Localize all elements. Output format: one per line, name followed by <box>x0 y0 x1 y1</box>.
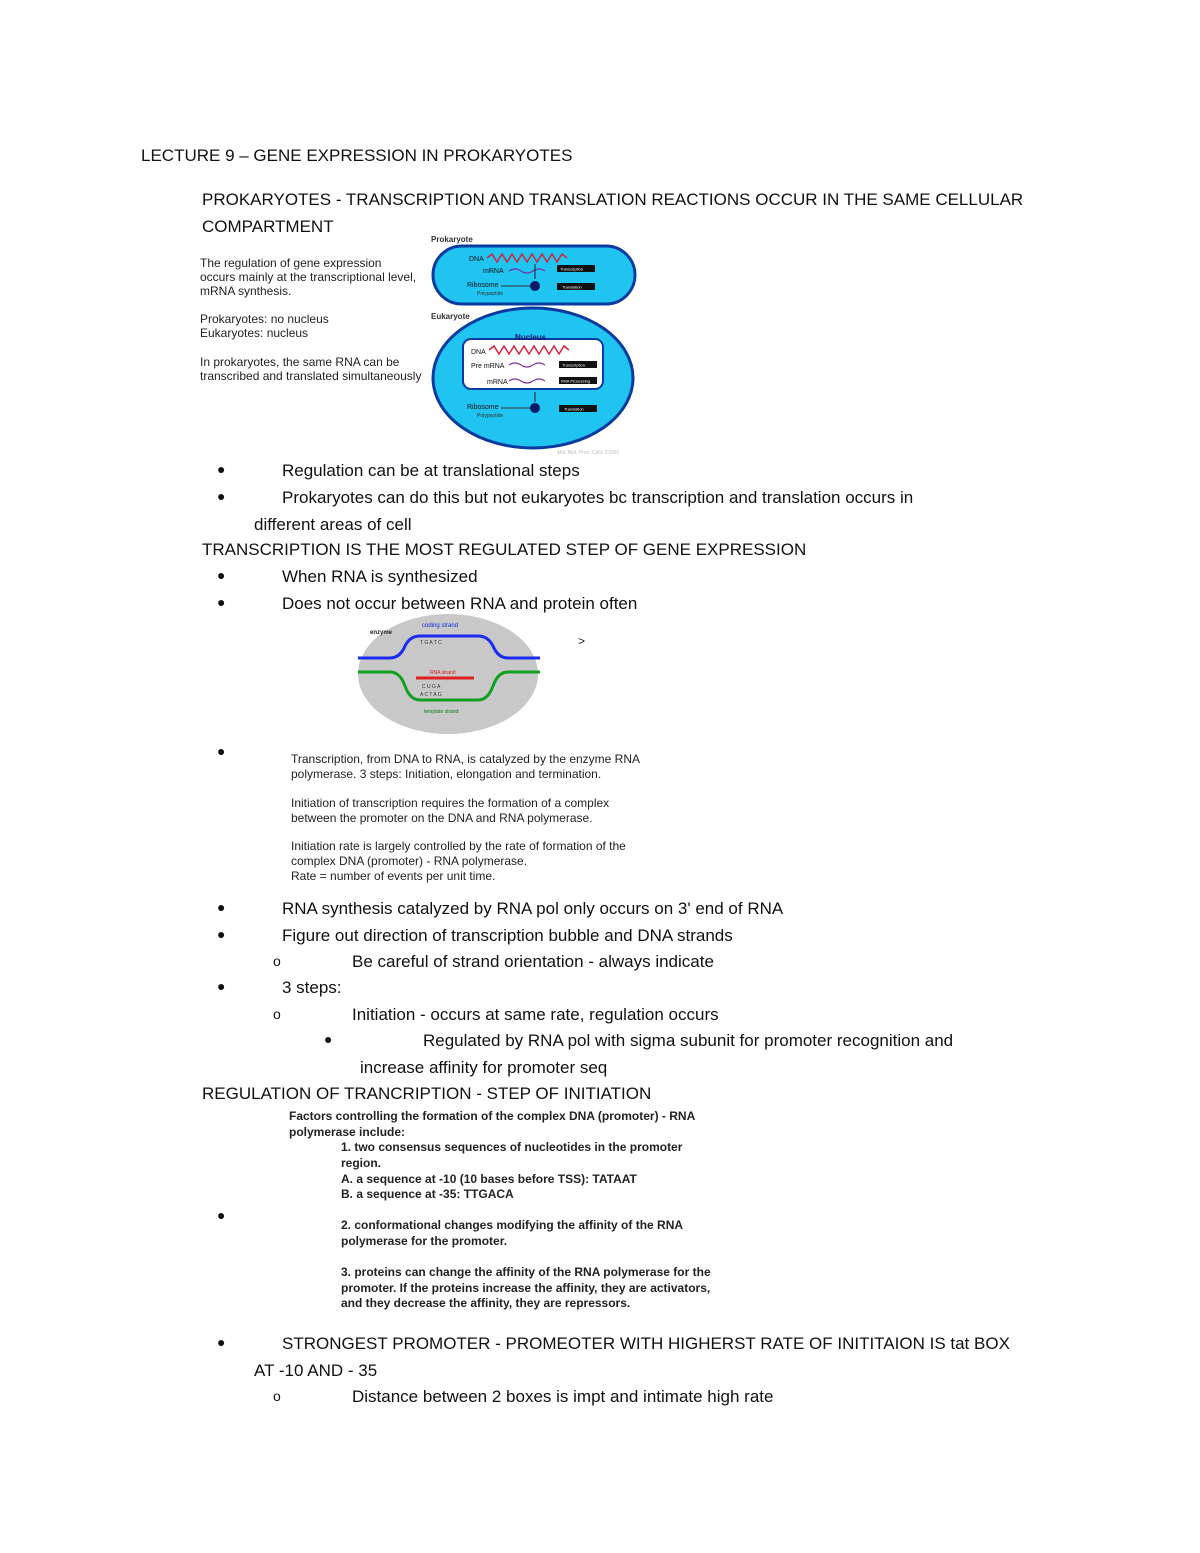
bullet-marker: ● <box>217 978 226 994</box>
bullet-figure-out: Figure out direction of transcription bubble and DNA strands <box>282 926 733 945</box>
figure3-line6: complex DNA (promoter) - RNA polymerase. <box>291 854 528 868</box>
prok-polypeptide-label: Polypeptide <box>477 291 504 297</box>
prok-translation-label: Translation <box>562 284 582 290</box>
euk-polypeptide-label: Polypeptide <box>477 413 504 419</box>
bullet-strongest-promoter: STRONGEST PROMOTER - PROMEOTER WITH HIGHERST RATE OF INITITAION IS tat BOX <box>282 1334 1010 1353</box>
figure3-line3: Initiation of transcription requires the formation of a complex <box>291 796 610 810</box>
prokaryote-title: Prokaryote <box>431 235 473 244</box>
sub-bullet-initiation: Initiation - occurs at same rate, regulation occurs <box>352 1005 719 1024</box>
figure1-text2-line2: Eukaryotes: nucleus <box>200 326 309 340</box>
nucleus-label: Nucleus <box>515 333 547 342</box>
euk-rna-processing-label: RNA Processing <box>561 378 591 384</box>
prokaryote-cell <box>433 246 635 304</box>
figure4-line1: Factors controlling the formation of the complex DNA (promoter) - RNA <box>289 1109 696 1123</box>
rna-sequence: C U G A <box>422 684 441 690</box>
bullet-prokaryotes-can-do-cont: different areas of cell <box>254 515 412 534</box>
figure4-line8: polymerase for the promoter. <box>341 1234 508 1248</box>
figure4-line3: 1. two consensus sequences of nucleotides in the promoter <box>341 1140 683 1154</box>
bullet-marker: ● <box>324 1031 333 1047</box>
euk-mrna-label: mRNA <box>487 379 508 386</box>
figure2-arrow-mark: > <box>578 634 586 648</box>
figure3-line2: polymerase. 3 steps: Initiation, elongation and termination. <box>291 767 602 781</box>
sub-bullet-marker: o <box>273 1388 281 1404</box>
figure4-line9: 3. proteins can change the affinity of the RNA polymerase for the <box>341 1265 711 1279</box>
bullet-marker: ● <box>217 899 226 915</box>
section-heading-prokaryotes-line1: PROKARYOTES - TRANSCRIPTION AND TRANSLATION REACTIONS OCCUR IN THE SAME CELLULAR <box>202 190 1024 209</box>
prokaryote-eukaryote-diagram <box>425 232 645 457</box>
figure4-line7: 2. conformational changes modifying the affinity of the RNA <box>341 1218 684 1232</box>
figure4-line5: A. a sequence at -10 (10 bases before TSS): TATAAT <box>341 1172 637 1186</box>
euk-pre-mrna-label: Pre mRNA <box>471 363 505 370</box>
euk-translation-label: Translation <box>564 406 584 412</box>
figure3-line5: Initiation rate is largely controlled by the rate of formation of the <box>291 839 626 853</box>
bullet-when-rna: When RNA is synthesized <box>282 567 478 586</box>
bullet-does-not-occur: Does not occur between RNA and protein often <box>282 594 638 613</box>
euk-transcription-label: Transcription <box>562 362 585 368</box>
bullet-marker: ● <box>217 743 226 759</box>
rna-strand-label: RNA strand <box>430 670 456 676</box>
figure4-line10: promoter. If the proteins increase the affinity, they are activators, <box>341 1281 711 1295</box>
sub-bullet-distance: Distance between 2 boxes is impt and intimate high rate <box>352 1387 774 1406</box>
coding-strand-label: coding strand <box>422 623 459 629</box>
bullet-marker: ● <box>217 926 226 942</box>
section-heading-transcription: TRANSCRIPTION IS THE MOST REGULATED STEP OF GENE EXPRESSION <box>202 540 807 559</box>
bullet-marker: ● <box>217 567 226 583</box>
euk-ribosome-label: Ribosome <box>467 404 499 411</box>
figure4-line6: B. a sequence at -35: TTGACA <box>341 1187 514 1201</box>
euk-dna-label: DNA <box>471 349 486 356</box>
figure1-credit: Mol. Biol. Proc. Cells ©2001 <box>557 450 620 456</box>
prok-ribosome-label: Ribosome <box>467 282 499 289</box>
figure4-line4: region. <box>341 1156 382 1170</box>
sub-sub-bullet-regulated-cont: increase affinity for promoter seq <box>360 1058 608 1077</box>
figure1-text1-line1: The regulation of gene expression <box>200 256 382 270</box>
sub-bullet-marker: o <box>273 1006 281 1022</box>
figure1-text1-line2: occurs mainly at the transcriptional level, <box>200 270 417 284</box>
figure3-line7: Rate = number of events per unit time. <box>291 869 496 883</box>
figure3-line1: Transcription, from DNA to RNA, is catalyzed by the enzyme RNA <box>291 752 641 766</box>
top-sequence: T G A T C <box>420 640 442 646</box>
bullet-regulation-translational: Regulation can be at translational steps <box>282 461 580 480</box>
sub-bullet-be-careful: Be careful of strand orientation - always indicate <box>352 952 714 971</box>
figure1-text3-line1: In prokaryotes, the same RNA can be <box>200 355 400 369</box>
bullet-prokaryotes-can-do: Prokaryotes can do this but not eukaryotes bc transcription and translation occurs in <box>282 488 914 507</box>
bullet-marker: ● <box>217 1207 226 1223</box>
template-strand-label: template strand <box>424 709 459 715</box>
bullet-strongest-promoter-cont: AT -10 AND - 35 <box>254 1361 378 1380</box>
section-heading-regulation: REGULATION OF TRANCRIPTION - STEP OF INITIATION <box>202 1084 652 1103</box>
sub-bullet-marker: o <box>273 953 281 969</box>
section-heading-prokaryotes-line2: COMPARTMENT <box>202 217 334 236</box>
template-sequence: A C T A G <box>420 692 442 698</box>
transcription-bubble-diagram <box>350 612 550 737</box>
figure4-line2: polymerase include: <box>289 1125 406 1139</box>
figure1-text1-line3: mRNA synthesis. <box>200 284 292 298</box>
bullet-marker: ● <box>217 594 226 610</box>
figure1-text2-line1: Prokaryotes: no nucleus <box>200 312 329 326</box>
eukaryote-title: Eukaryote <box>431 312 470 321</box>
page-title: LECTURE 9 – GENE EXPRESSION IN PROKARYOTES <box>141 146 573 165</box>
bullet-rna-synthesis: RNA synthesis catalyzed by RNA pol only occurs on 3' end of RNA <box>282 899 784 918</box>
bullet-marker: ● <box>217 1334 226 1350</box>
enzyme-label: enzyme <box>370 630 393 636</box>
prok-transcription-label: Transcription <box>560 266 583 272</box>
prok-dna-label: DNA <box>469 256 484 263</box>
sub-sub-bullet-regulated: Regulated by RNA pol with sigma subunit for promoter recognition and <box>423 1031 954 1050</box>
euk-ribosome <box>530 403 540 413</box>
figure1-text3-line2: transcribed and translated simultaneously <box>200 369 422 383</box>
bullet-marker: ● <box>217 461 226 477</box>
prok-mrna-label: mRNA <box>483 268 504 275</box>
bullet-marker: ● <box>217 488 226 504</box>
bullet-3-steps: 3 steps: <box>282 978 342 997</box>
figure3-line4: between the promoter on the DNA and RNA polymerase. <box>291 811 593 825</box>
prok-ribosome <box>530 281 540 291</box>
figure4-line11: and they decrease the affinity, they are repressors. <box>341 1296 631 1310</box>
